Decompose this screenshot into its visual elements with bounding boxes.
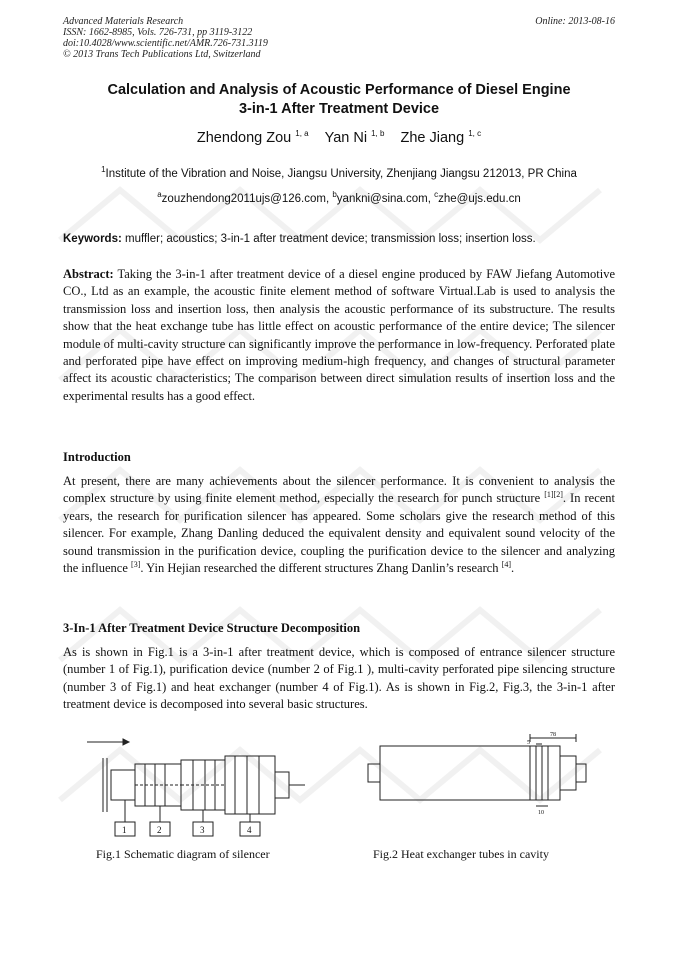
author [325, 130, 385, 146]
author-list [0, 130, 678, 146]
keywords-label: Keywords: [63, 233, 122, 245]
dimension-label: 5 [527, 740, 530, 746]
figure-label: 4 [247, 825, 252, 835]
issn-line: ISSN: 1662-8985, Vols. 726-731, pp 3119-3122 [63, 27, 253, 38]
email: yankni@sina.com, [336, 193, 431, 205]
dimension-label: 10 [538, 810, 544, 816]
abstract-text: Taking the 3-in-1 after treatment device of a diesel engine produced by FAW Jiefang Automotive CO., Ltd as an example, the acoustic finite element method of software Virtual.Lab is used to analysis the transmission loss and insertion loss, then analysis the acoustic performance of its substructure. The results show that the heat exchange tube has little effect on acoustic performance of the entire device; The silencer module of multi-cavity structure can significantly improve the performance in low-frequency. Perforated plate and perforated pipe have effect on improving medium-high frequency, and changes of structural parameter affect its acoustic characteristics; The comparison between direct simulation results of insertion loss and the experimental results has a good effect. [63, 267, 615, 403]
keywords-text: muffler; acoustics; 3-in-1 after treatment device; transmission loss; insertion loss. [125, 233, 536, 245]
intro-text-part: . [511, 561, 515, 576]
email: zouzhendong2011ujs@126.com, [161, 193, 330, 205]
paper-title [40, 81, 638, 119]
citation[interactable]: [3] [131, 559, 141, 569]
email-sup: a [157, 190, 162, 200]
introduction-text [63, 473, 615, 577]
figure-label: 3 [200, 825, 205, 835]
figure-label: 2 [157, 825, 162, 835]
author-affil-sup: 1, b [371, 129, 385, 139]
keywords [63, 233, 615, 245]
affiliation-sup: 1 [101, 165, 106, 175]
author-affil-sup: 1, a [295, 129, 309, 139]
entrance-silencer [111, 770, 135, 800]
citation[interactable]: [1][2] [544, 490, 563, 500]
author-name: Yan Ni [324, 130, 368, 146]
author [400, 130, 481, 146]
section-heading: 3-In-1 After Treatment Device Structure Decomposition [63, 621, 361, 635]
abstract-label: Abstract: [63, 267, 114, 281]
introduction-heading: Introduction [63, 450, 131, 464]
abstract [63, 266, 615, 405]
author [197, 130, 309, 146]
figure-1-caption: Fig.1 Schematic diagram of silencer [96, 847, 270, 861]
intro-text-part: . In recent years, the research for purification silencer has appeared. Some scholars give the research method of this silencer. For example, Zhang Danling deduced the equivalent density and equivalent sound velocity of the sound transmission in the purification device, coupling the purification device to the silencer and analyzing the influence [63, 491, 616, 576]
affiliation-text: Institute of the Vibration and Noise, Jiangsu University, Zhenjiang Jiangsu 212013, PR China [105, 168, 577, 180]
citation[interactable]: [4] [501, 559, 512, 569]
copyright-line: © 2013 Trans Tech Publications Ltd, Switzerland [63, 49, 261, 60]
figure-1-silencer-schematic [85, 730, 313, 842]
email-sup: b [332, 190, 337, 200]
title-line-2: 3-in-1 After Treatment Device [238, 101, 440, 117]
intro-text-part: . Yin Hejian researched the different structures Zhang Danlin’s research [140, 561, 499, 576]
title-line-1: Calculation and Analysis of Acoustic Performance of Diesel Engine [107, 82, 571, 98]
figure-label: 1 [122, 825, 127, 835]
journal-name: Advanced Materials Research [63, 16, 184, 27]
section-text: As is shown in Fig.1 is a 3-in-1 after treatment device, which is composed of entrance silencer structure (number 1 of Fig.1), purification device (number 2 of Fig.1 ), multi-cavity perforated pipe silencing structure (number 3 of Fig.1) and heat exchanger (number 4 of Fig.1). As is shown in Fig.2, Fig.3, the 3-in-1 after treatment device is decomposed into several basic structures. [63, 645, 615, 712]
author-affil-sup: 1, c [468, 129, 482, 139]
affiliation [0, 165, 678, 180]
email-sup: c [434, 190, 439, 200]
online-date: Online: 2013-08-16 [535, 16, 615, 27]
intro-text-part: At present, there are many achievements about the silencer performance. It is convenient to analysis the complex structure by using finite element method, especially the research for punch structure [63, 474, 615, 506]
email: zhe@ujs.edu.cn [438, 193, 521, 205]
figure-2-caption: Fig.2 Heat exchanger tubes in cavity [373, 847, 549, 861]
cavity-body [380, 746, 560, 800]
figure-2-heat-exchanger [362, 730, 602, 822]
heat-exchanger [225, 756, 275, 814]
author-name: Zhendong Zou [196, 130, 292, 146]
author-emails [0, 190, 678, 205]
author-name: Zhe Jiang [400, 130, 465, 146]
journal-header [63, 16, 268, 60]
dimension-label: 78 [550, 732, 556, 738]
doi-line: doi:10.4028/www.scientific.net/AMR.726-731.3119 [63, 38, 268, 49]
